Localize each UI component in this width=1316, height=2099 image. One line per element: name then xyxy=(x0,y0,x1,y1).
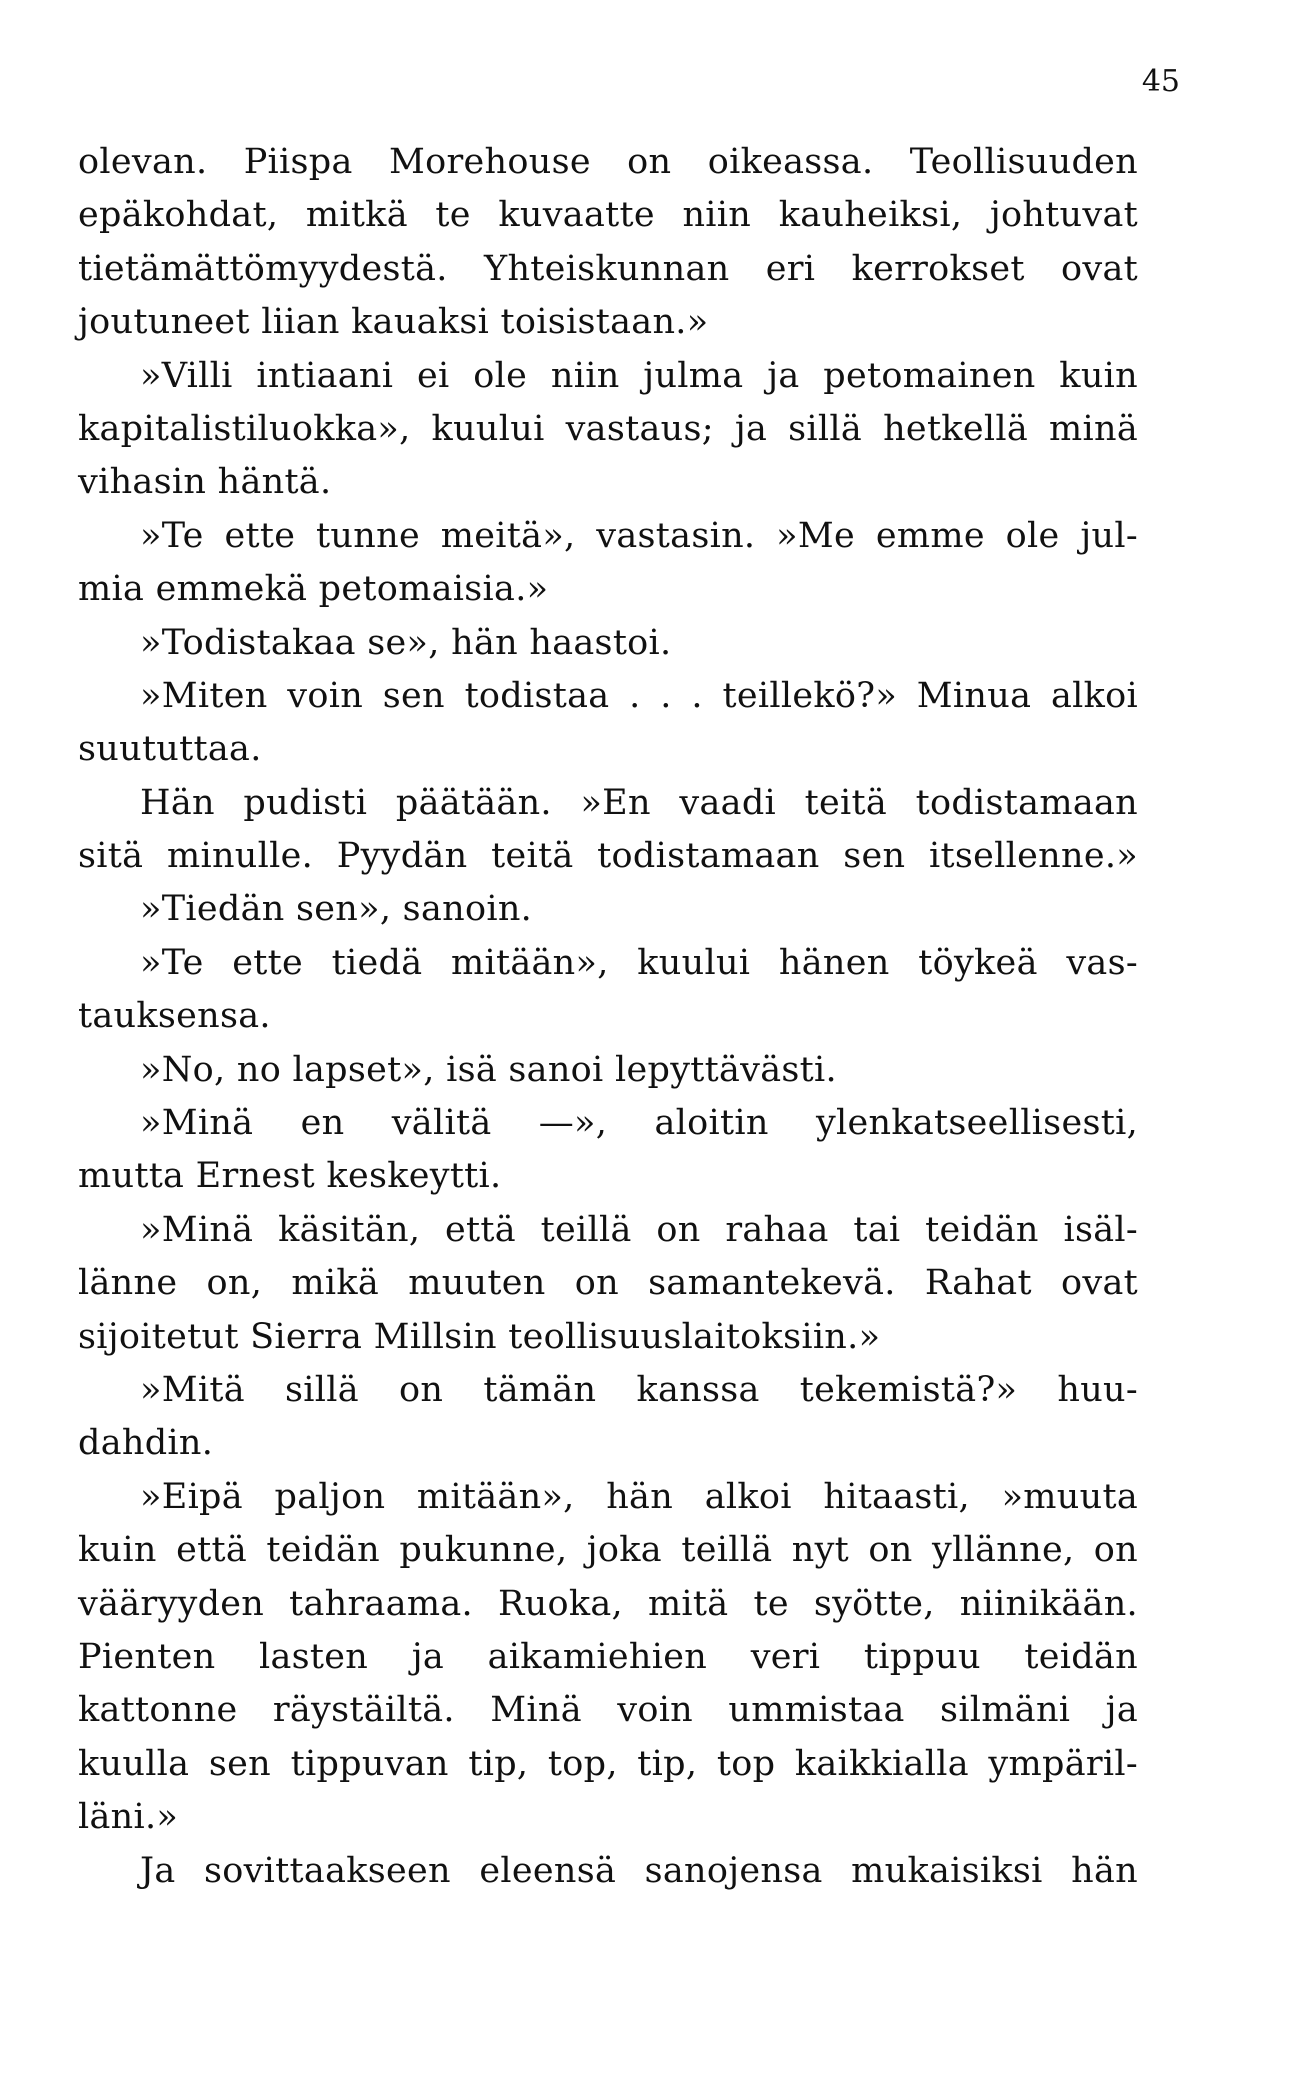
text-line: Ja sovittaakseen eleensä sanojensa mukaisiksi hän xyxy=(140,1850,1138,1891)
text-line: kapitalistiluokka», kuului vastaus; ja sillä hetkellä minä xyxy=(78,408,1138,449)
text-line: tietämättömyydestä. Yhteiskunnan eri kerrokset ovat xyxy=(78,248,1138,289)
text-line: vääryyden tahraama. Ruoka, mitä te syötte, niinikään. xyxy=(78,1583,1138,1624)
text-line: mutta Ernest keskeytti. xyxy=(78,1156,502,1197)
body-text xyxy=(78,136,1138,1898)
text-line: »Te ette tiedä mitään», kuului hänen töykeä vas- xyxy=(140,942,1138,983)
text-line: kuulla sen tippuvan tip, top, tip, top kaikkialla ympäril- xyxy=(78,1743,1138,1784)
text-line: »Villi intiaani ei ole niin julma ja petomainen kuin xyxy=(140,355,1138,396)
text-line: tauksensa. xyxy=(78,996,271,1037)
text-line: sitä minulle. Pyydän teitä todistamaan sen itsellenne.» xyxy=(78,836,1138,877)
text-line: läni.» xyxy=(78,1797,179,1838)
text-line: »Eipä paljon mitään», hän alkoi hitaasti, »muuta xyxy=(140,1476,1138,1517)
page-number: 45 xyxy=(1141,64,1180,99)
text-line: »Minä en välitä —», aloitin ylenkatseellisesti, xyxy=(140,1103,1138,1144)
text-line: kuin että teidän pukunne, joka teillä nyt on yllänne, on xyxy=(78,1530,1138,1571)
text-line: epäkohdat, mitkä te kuvaatte niin kauheiksi, johtuvat xyxy=(78,195,1138,236)
text-line: Hän pudisti päätään. »En vaadi teitä todistamaan xyxy=(140,782,1138,823)
text-line: mia emmekä petomaisia.» xyxy=(78,569,549,610)
text-line: »Minä käsitän, että teillä on rahaa tai teidän isäl- xyxy=(140,1209,1138,1250)
text-line: Pienten lasten ja aikamiehien veri tippuu teidän xyxy=(78,1636,1138,1677)
text-line: länne on, mikä muuten on samantekevä. Rahat ovat xyxy=(78,1263,1138,1304)
text-line: kattonne räystäiltä. Minä voin ummistaa silmäni ja xyxy=(78,1690,1138,1731)
text-line: vihasin häntä. xyxy=(78,462,332,503)
text-line: olevan. Piispa Morehouse on oikeassa. Teollisuuden xyxy=(78,142,1138,182)
text-line: »Miten voin sen todistaa . . . teillekö?» Minua alkoi xyxy=(140,675,1138,716)
text-line: »No, no lapset», isä sanoi lepyttävästi. xyxy=(140,1049,837,1090)
text-line: joutuneet liian kauaksi toisistaan.» xyxy=(78,302,709,343)
text-line: »Te ette tunne meitä», vastasin. »Me emme ole jul- xyxy=(140,515,1138,556)
text-line: dahdin. xyxy=(78,1423,214,1464)
text-line: sijoitetut Sierra Millsin teollisuuslaitoksiin.» xyxy=(78,1316,881,1357)
text-line: »Tiedän sen», sanoin. xyxy=(140,889,533,930)
text-line: »Todistakaa se», hän haastoi. xyxy=(140,622,672,663)
text-line: suututtaa. xyxy=(78,729,262,770)
text-line: »Mitä sillä on tämän kanssa tekemistä?» huu- xyxy=(140,1369,1138,1410)
